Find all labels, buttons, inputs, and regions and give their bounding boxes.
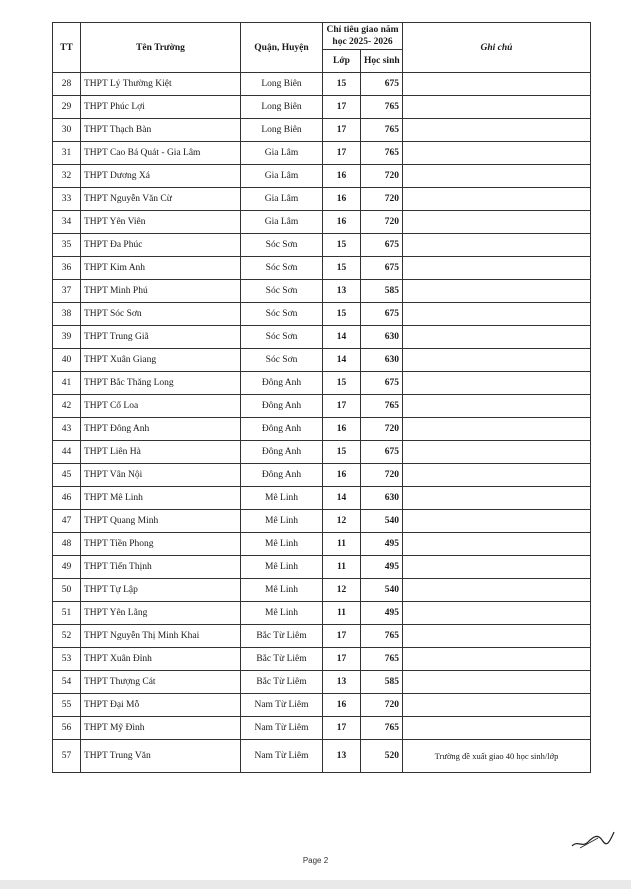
class-count: 13 (323, 740, 361, 773)
table-row (53, 648, 591, 671)
district-name: Nam Từ Liêm (241, 694, 323, 717)
row-note (403, 165, 591, 188)
district-name: Mê Linh (241, 556, 323, 579)
table-row (53, 96, 591, 119)
header-quota: Chỉ tiêu giao năm học 2025- 2026 (323, 23, 403, 50)
school-name: THPT Phúc Lợi (81, 96, 241, 119)
table-row (53, 372, 591, 395)
class-count: 17 (323, 119, 361, 142)
district-name: Sóc Sơn (241, 349, 323, 372)
student-count: 495 (361, 556, 403, 579)
row-number: 30 (53, 119, 81, 142)
row-number: 38 (53, 303, 81, 326)
row-number: 49 (53, 556, 81, 579)
signature-icon (568, 826, 616, 852)
school-name: THPT Quang Minh (81, 510, 241, 533)
school-name: THPT Nguyễn Thị Minh Khai (81, 625, 241, 648)
district-name: Bắc Từ Liêm (241, 648, 323, 671)
class-count: 17 (323, 648, 361, 671)
class-count: 15 (323, 234, 361, 257)
district-name: Gia Lâm (241, 188, 323, 211)
row-note (403, 556, 591, 579)
district-name: Gia Lâm (241, 165, 323, 188)
table-row (53, 326, 591, 349)
row-note (403, 625, 591, 648)
row-note (403, 119, 591, 142)
district-name: Bắc Từ Liêm (241, 671, 323, 694)
district-name: Sóc Sơn (241, 326, 323, 349)
student-count: 495 (361, 533, 403, 556)
header-district: Quận, Huyện (241, 23, 323, 73)
district-name: Đông Anh (241, 372, 323, 395)
row-note (403, 487, 591, 510)
district-name: Mê Linh (241, 533, 323, 556)
header-note: Ghi chú (403, 23, 591, 73)
row-number: 57 (53, 740, 81, 773)
class-count: 17 (323, 142, 361, 165)
student-count: 675 (361, 303, 403, 326)
district-name: Sóc Sơn (241, 280, 323, 303)
row-number: 34 (53, 211, 81, 234)
school-name: THPT Bắc Thăng Long (81, 372, 241, 395)
school-name: THPT Trung Giã (81, 326, 241, 349)
student-count: 765 (361, 142, 403, 165)
class-count: 11 (323, 556, 361, 579)
school-name: THPT Xuân Đỉnh (81, 648, 241, 671)
row-note (403, 280, 591, 303)
student-count: 495 (361, 602, 403, 625)
school-name: THPT Nguyễn Văn Cừ (81, 188, 241, 211)
class-count: 14 (323, 326, 361, 349)
row-number: 43 (53, 418, 81, 441)
row-note (403, 464, 591, 487)
row-number: 37 (53, 280, 81, 303)
student-count: 675 (361, 234, 403, 257)
student-count: 630 (361, 349, 403, 372)
class-count: 17 (323, 717, 361, 740)
row-number: 55 (53, 694, 81, 717)
student-count: 765 (361, 625, 403, 648)
student-count: 765 (361, 96, 403, 119)
row-note: Trường đề xuất giao 40 học sinh/lớp (403, 740, 591, 773)
class-count: 16 (323, 165, 361, 188)
table-row (53, 487, 591, 510)
table-row (53, 234, 591, 257)
class-count: 16 (323, 418, 361, 441)
student-count: 675 (361, 372, 403, 395)
row-note (403, 694, 591, 717)
class-count: 15 (323, 73, 361, 96)
table-row (53, 257, 591, 280)
row-number: 48 (53, 533, 81, 556)
table-body (53, 73, 591, 773)
header-tt: TT (53, 23, 81, 73)
row-number: 53 (53, 648, 81, 671)
row-note (403, 372, 591, 395)
student-count: 585 (361, 280, 403, 303)
school-name: THPT Lý Thường Kiệt (81, 73, 241, 96)
school-name: THPT Mỹ Đình (81, 717, 241, 740)
student-count: 720 (361, 694, 403, 717)
row-note (403, 142, 591, 165)
table-row (53, 464, 591, 487)
header-school: Tên Trường (81, 23, 241, 73)
class-count: 11 (323, 533, 361, 556)
district-name: Mê Linh (241, 510, 323, 533)
school-name: THPT Thượng Cát (81, 671, 241, 694)
student-count: 720 (361, 418, 403, 441)
district-name: Gia Lâm (241, 142, 323, 165)
table-row (53, 188, 591, 211)
table-row (53, 740, 591, 773)
school-name: THPT Xuân Giang (81, 349, 241, 372)
table-row (53, 303, 591, 326)
row-number: 47 (53, 510, 81, 533)
row-note (403, 303, 591, 326)
district-name: Gia Lâm (241, 211, 323, 234)
student-count: 675 (361, 73, 403, 96)
table-row (53, 142, 591, 165)
class-count: 17 (323, 395, 361, 418)
row-note (403, 395, 591, 418)
row-number: 39 (53, 326, 81, 349)
row-note (403, 441, 591, 464)
class-count: 11 (323, 602, 361, 625)
school-name: THPT Tự Lập (81, 579, 241, 602)
school-name: THPT Cổ Loa (81, 395, 241, 418)
row-number: 52 (53, 625, 81, 648)
table-row (53, 165, 591, 188)
school-name: THPT Tiền Phong (81, 533, 241, 556)
school-name: THPT Vân Nội (81, 464, 241, 487)
student-count: 585 (361, 671, 403, 694)
district-name: Sóc Sơn (241, 234, 323, 257)
table-row (53, 556, 591, 579)
class-count: 16 (323, 464, 361, 487)
table-row (53, 349, 591, 372)
table-row (53, 418, 591, 441)
row-number: 50 (53, 579, 81, 602)
row-note (403, 96, 591, 119)
student-count: 720 (361, 165, 403, 188)
student-count: 720 (361, 464, 403, 487)
district-name: Long Biên (241, 119, 323, 142)
scan-edge (0, 880, 631, 889)
row-number: 35 (53, 234, 81, 257)
header-classes: Lớp (323, 50, 361, 73)
student-count: 765 (361, 395, 403, 418)
table-row (53, 579, 591, 602)
enrollment-quota-table (52, 22, 591, 773)
school-name: THPT Trung Văn (81, 740, 241, 773)
class-count: 16 (323, 188, 361, 211)
table-row (53, 671, 591, 694)
class-count: 12 (323, 510, 361, 533)
class-count: 15 (323, 303, 361, 326)
row-note (403, 211, 591, 234)
school-name: THPT Đại Mỗ (81, 694, 241, 717)
row-number: 41 (53, 372, 81, 395)
row-number: 40 (53, 349, 81, 372)
table-row (53, 211, 591, 234)
row-note (403, 533, 591, 556)
row-note (403, 349, 591, 372)
class-count: 14 (323, 487, 361, 510)
student-count: 675 (361, 257, 403, 280)
district-name: Sóc Sơn (241, 257, 323, 280)
school-name: THPT Đa Phúc (81, 234, 241, 257)
district-name: Đông Anh (241, 441, 323, 464)
school-name: THPT Yên Lãng (81, 602, 241, 625)
table-row (53, 694, 591, 717)
student-count: 630 (361, 487, 403, 510)
table-row (53, 395, 591, 418)
district-name: Đông Anh (241, 418, 323, 441)
school-name: THPT Kim Anh (81, 257, 241, 280)
district-name: Mê Linh (241, 487, 323, 510)
class-count: 12 (323, 579, 361, 602)
table-row (53, 280, 591, 303)
school-name: THPT Mê Linh (81, 487, 241, 510)
row-note (403, 671, 591, 694)
row-note (403, 579, 591, 602)
table-row (53, 717, 591, 740)
student-count: 520 (361, 740, 403, 773)
row-number: 29 (53, 96, 81, 119)
row-number: 56 (53, 717, 81, 740)
row-number: 33 (53, 188, 81, 211)
school-name: THPT Thạch Bàn (81, 119, 241, 142)
school-name: THPT Sóc Sơn (81, 303, 241, 326)
district-name: Đông Anh (241, 395, 323, 418)
table-row (53, 510, 591, 533)
row-number: 45 (53, 464, 81, 487)
row-note (403, 257, 591, 280)
row-note (403, 418, 591, 441)
table-row (53, 602, 591, 625)
table-row (53, 119, 591, 142)
school-name: THPT Cao Bá Quát - Gia Lâm (81, 142, 241, 165)
row-note (403, 510, 591, 533)
school-name: THPT Yên Viên (81, 211, 241, 234)
district-name: Mê Linh (241, 579, 323, 602)
district-name: Mê Linh (241, 602, 323, 625)
row-number: 51 (53, 602, 81, 625)
row-note (403, 234, 591, 257)
student-count: 540 (361, 510, 403, 533)
student-count: 675 (361, 441, 403, 464)
district-name: Nam Từ Liêm (241, 740, 323, 773)
class-count: 13 (323, 280, 361, 303)
school-name: THPT Đông Anh (81, 418, 241, 441)
student-count: 765 (361, 648, 403, 671)
row-note (403, 188, 591, 211)
row-note (403, 73, 591, 96)
class-count: 15 (323, 372, 361, 395)
class-count: 17 (323, 625, 361, 648)
row-number: 31 (53, 142, 81, 165)
class-count: 17 (323, 96, 361, 119)
class-count: 15 (323, 257, 361, 280)
student-count: 765 (361, 119, 403, 142)
row-number: 36 (53, 257, 81, 280)
table-row (53, 533, 591, 556)
school-name: THPT Minh Phú (81, 280, 241, 303)
class-count: 14 (323, 349, 361, 372)
district-name: Bắc Từ Liêm (241, 625, 323, 648)
school-name: THPT Liên Hà (81, 441, 241, 464)
class-count: 16 (323, 211, 361, 234)
header-students: Học sinh (361, 50, 403, 73)
class-count: 16 (323, 694, 361, 717)
table-row (53, 441, 591, 464)
district-name: Đông Anh (241, 464, 323, 487)
row-number: 28 (53, 73, 81, 96)
row-note (403, 326, 591, 349)
row-number: 54 (53, 671, 81, 694)
class-count: 15 (323, 441, 361, 464)
row-number: 44 (53, 441, 81, 464)
row-note (403, 717, 591, 740)
student-count: 540 (361, 579, 403, 602)
district-name: Long Biên (241, 73, 323, 96)
student-count: 630 (361, 326, 403, 349)
student-count: 765 (361, 717, 403, 740)
student-count: 720 (361, 188, 403, 211)
row-note (403, 648, 591, 671)
district-name: Long Biên (241, 96, 323, 119)
school-name: THPT Dương Xá (81, 165, 241, 188)
row-number: 46 (53, 487, 81, 510)
row-number: 42 (53, 395, 81, 418)
class-count: 13 (323, 671, 361, 694)
table-row (53, 73, 591, 96)
school-name: THPT Tiến Thịnh (81, 556, 241, 579)
table-row (53, 625, 591, 648)
district-name: Sóc Sơn (241, 303, 323, 326)
row-note (403, 602, 591, 625)
page-number: Page 2 (302, 856, 329, 865)
row-number: 32 (53, 165, 81, 188)
student-count: 720 (361, 211, 403, 234)
district-name: Nam Từ Liêm (241, 717, 323, 740)
